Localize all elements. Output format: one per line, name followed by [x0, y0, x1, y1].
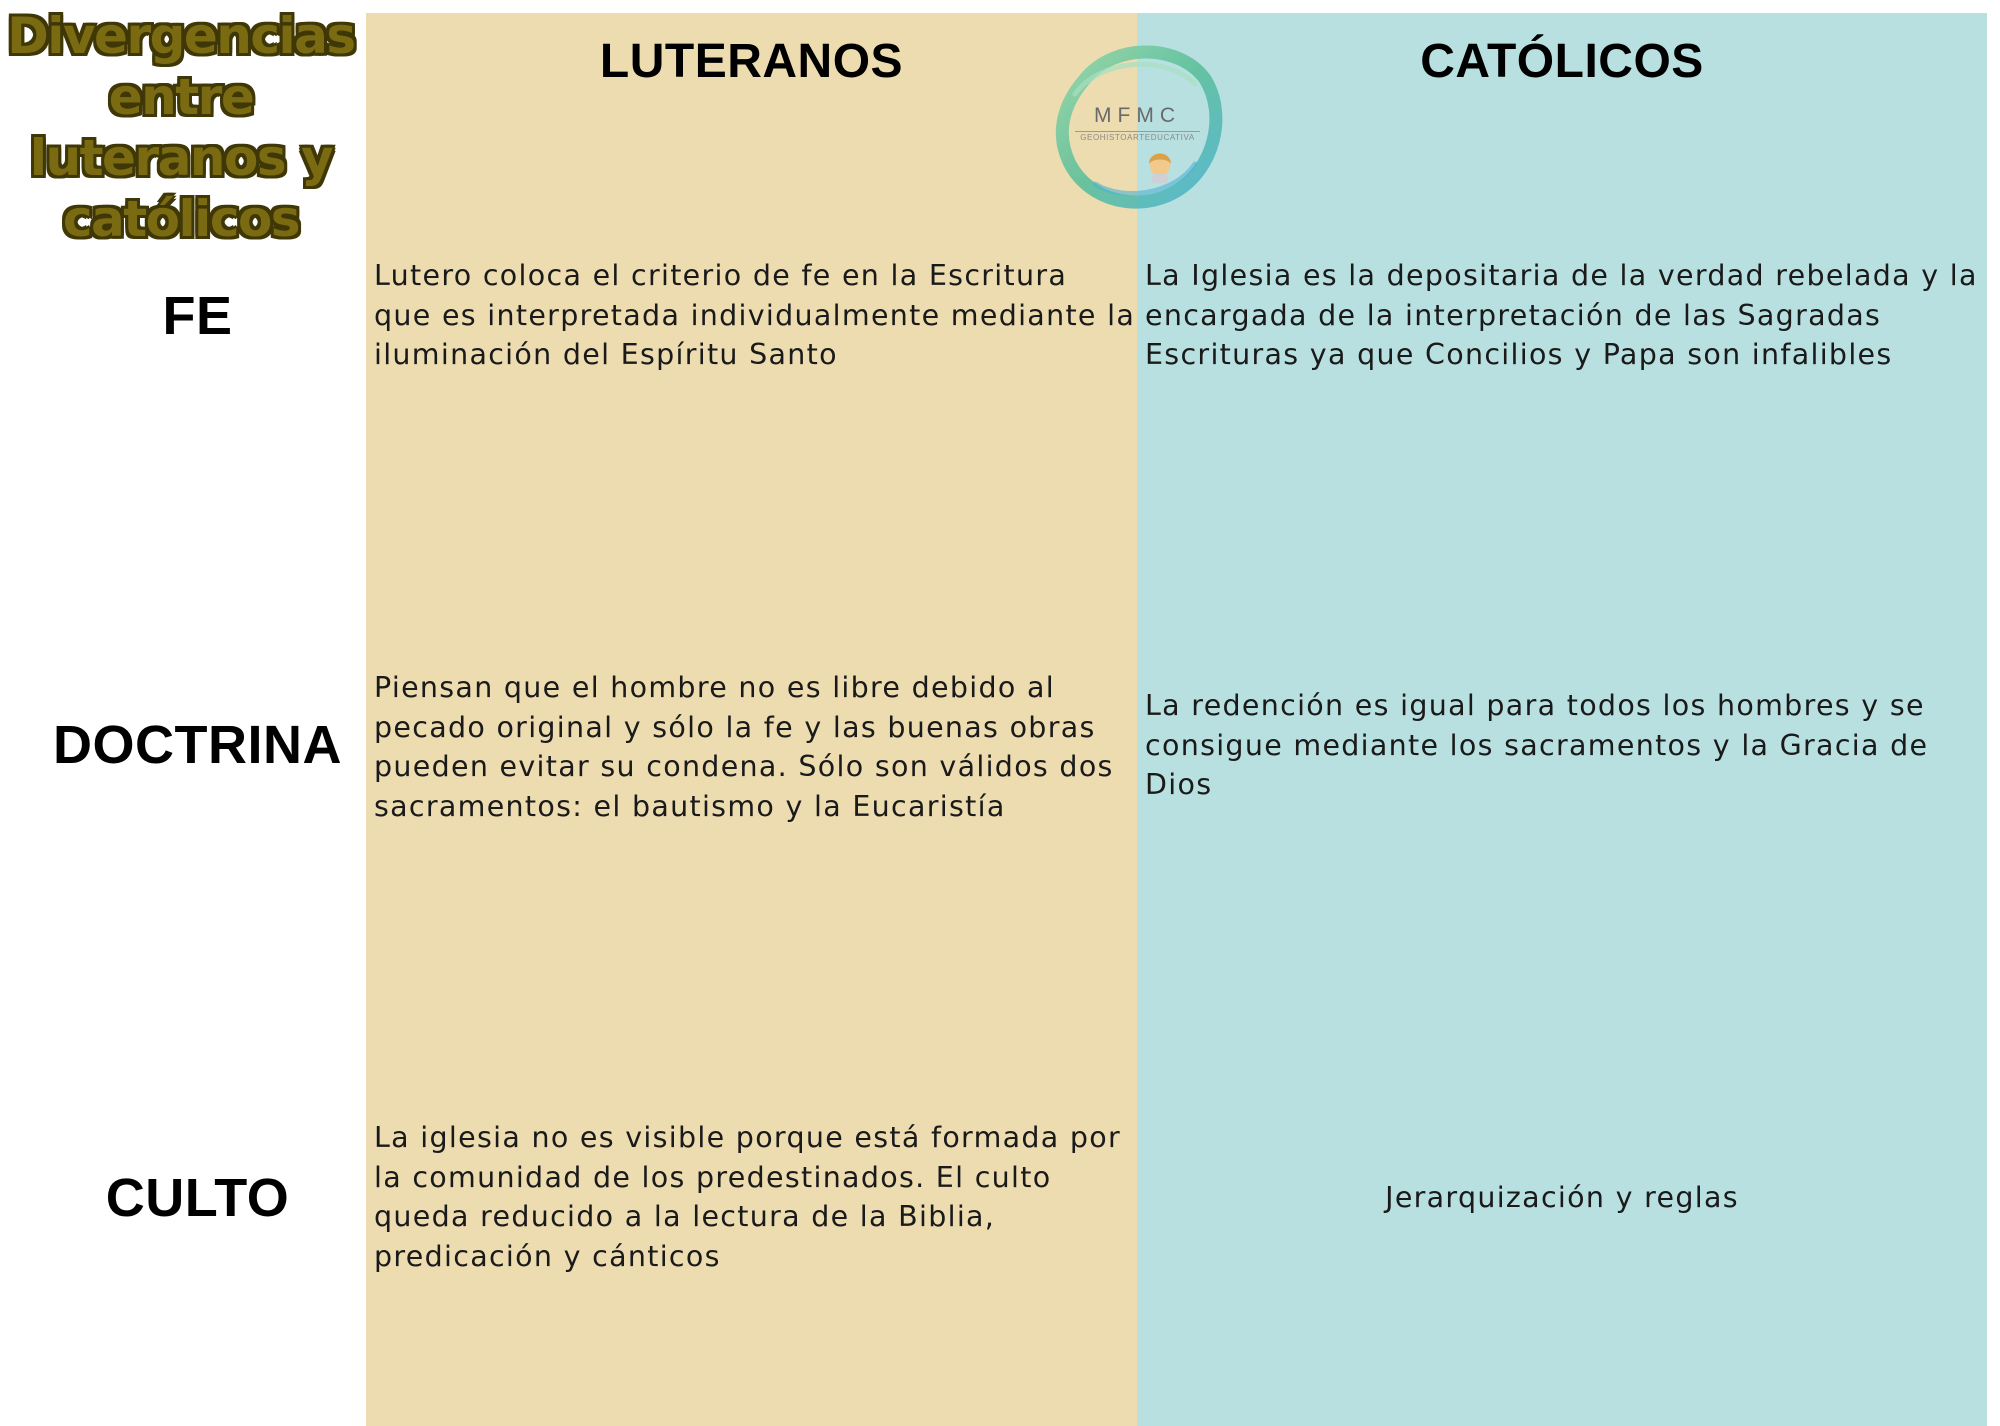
cell-doctrina-catolicos: La redención es igual para todos los hombres y se consigue mediante los sacramentos y la Gracia de Dios [1145, 689, 1929, 801]
avatar-icon [1149, 154, 1171, 184]
cell-culto-luteranos: La iglesia no es visible porque está formada por la comunidad de los predestinados. El culto queda reducido a la lectura de la Biblia, predicación y cánticos [374, 1121, 1122, 1273]
logo-text: MFMC [1094, 104, 1181, 127]
cell-fe-catolicos: La Iglesia es la depositaria de la verdad rebelada y la encargada de la interpretación de las Sagradas Escrituras ya que Concilios y Papa son infalibles [1145, 259, 1978, 371]
luteranos-header: LUTERANOS [599, 35, 904, 88]
cell-culto-catolicos: Jerarquización y reglas [1385, 1181, 1739, 1214]
mfmc-logo [1045, 34, 1230, 214]
logo-subtext: GEOHISTOARTEDUCATIVA [1075, 131, 1200, 142]
page-title [0, 6, 362, 250]
row-label-fe: FE [162, 286, 233, 346]
title-line-2: entre [108, 68, 254, 126]
cell-fe-luteranos: Lutero coloca el criterio de fe en la Escritura que es interpretada individualmente mediante la iluminación del Espíritu Santo [374, 259, 1136, 371]
title-line-1: Divergencias [7, 7, 355, 65]
title-line-3: luteranos y [29, 129, 333, 187]
title-line-4: católicos [62, 190, 300, 248]
cell-doctrina-luteranos: Piensan que el hombre no es libre debido al pecado original y sólo la fe y las buenas obras pueden evitar su condena. Sólo son válidos dos sacramentos: el bautismo y la Eucaristía [374, 671, 1114, 823]
row-label-culto: CULTO [105, 1168, 290, 1228]
catolicos-header: CATÓLICOS [1420, 35, 1704, 88]
row-label-doctrina: DOCTRINA [53, 715, 342, 775]
